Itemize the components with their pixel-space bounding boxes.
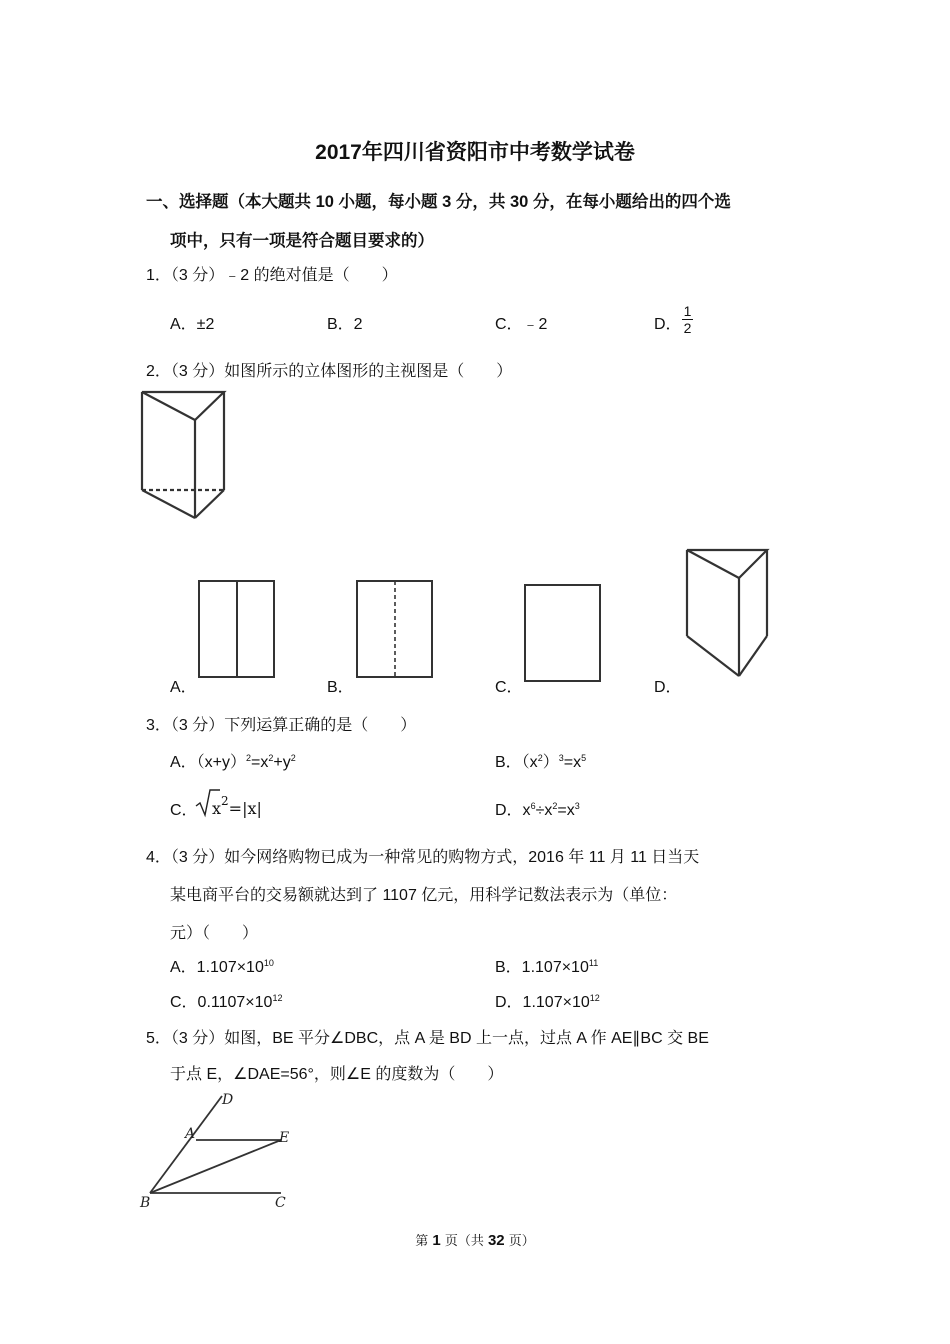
footer-text3: 页） bbox=[504, 1234, 535, 1249]
point-label-E: E bbox=[279, 1130, 290, 1146]
q3-c-rest: =|x| bbox=[228, 799, 262, 818]
fraction-numerator: 1 bbox=[683, 303, 692, 319]
q3-option-d bbox=[495, 797, 580, 820]
fraction bbox=[682, 303, 694, 336]
q4-stem-line3: 元）（ ） bbox=[170, 925, 259, 942]
q2-option-c: C． bbox=[495, 679, 523, 696]
q1-option-a: A．±2 bbox=[170, 316, 215, 333]
page-footer bbox=[0, 1230, 950, 1249]
q3-c-exp: 2 bbox=[221, 794, 229, 808]
q3-c-radicand bbox=[212, 794, 262, 818]
q1-option-c: C．﹣2 bbox=[495, 316, 548, 333]
q2-stem: 2．（3 分）如图所示的立体图形的主视图是（ ） bbox=[146, 363, 513, 380]
point-label-A: A bbox=[185, 1126, 196, 1142]
footer-text: 第 bbox=[415, 1234, 433, 1249]
q3-a-text: A．（x+y） bbox=[170, 754, 247, 771]
q4-c-text: C．0.1107×10 bbox=[170, 994, 273, 1011]
q3-a-exp: 2 bbox=[246, 753, 252, 763]
q4-option-d bbox=[495, 989, 600, 1012]
q4-option-a bbox=[170, 954, 274, 977]
q3-b-text3: =x bbox=[563, 754, 582, 771]
q3-a-exp3: 2 bbox=[290, 753, 296, 763]
q2-option-b-figure bbox=[356, 580, 434, 680]
q5-stem-line1: 5．（3 分）如图，BE 平分∠DBC，点 A 是 BD 上一点，过点 A 作 AE∥BC 交 BE bbox=[146, 1030, 709, 1047]
q3-option-b bbox=[495, 749, 586, 772]
q4-d-text: D．1.107×10 bbox=[495, 994, 590, 1011]
q3-c-base: x bbox=[212, 799, 222, 818]
q2-option-c-figure bbox=[524, 584, 602, 684]
point-label-D: D bbox=[222, 1092, 234, 1108]
angle-figure bbox=[138, 1090, 298, 1212]
q4-a-text: A．1.107×10 bbox=[170, 959, 264, 976]
footer-page-number: 1 bbox=[432, 1232, 441, 1249]
q3-c-label: C． bbox=[170, 802, 198, 819]
q1-option-b: B．2 bbox=[327, 316, 363, 333]
footer-text2: 页（共 bbox=[440, 1234, 488, 1249]
q2-option-a-figure bbox=[198, 580, 276, 680]
q4-b-exp: 11 bbox=[588, 958, 599, 968]
q3-b-exp2: 3 bbox=[558, 753, 564, 763]
page-title: 2017年四川省资阳市中考数学试卷 bbox=[315, 141, 635, 164]
q4-stem-line1: 4．（3 分）如今网络购物已成为一种常见的购物方式，2016 年 11 月 11 日当天 bbox=[146, 849, 700, 866]
q2-option-a: A． bbox=[170, 679, 197, 696]
q3-b-text2: ） bbox=[542, 754, 559, 771]
q4-d-exp: 12 bbox=[589, 993, 600, 1003]
q3-option-a bbox=[170, 749, 296, 772]
q4-stem-line2: 某电商平台的交易额就达到了 1107 亿元，用科学记数法表示为（单位： bbox=[170, 887, 678, 904]
q4-option-b bbox=[495, 954, 598, 977]
q3-d-exp: 6 bbox=[530, 801, 536, 811]
q4-c-exp: 12 bbox=[272, 993, 283, 1003]
q3-b-text: B．（x bbox=[495, 754, 538, 771]
prism-figure bbox=[140, 390, 230, 522]
section-heading-line1: 一、选择题（本大题共 10 小题，每小题 3 分，共 30 分，在每小题给出的四个选 bbox=[146, 193, 731, 211]
q4-a-exp: 10 bbox=[263, 958, 274, 968]
q4-option-c bbox=[170, 989, 282, 1012]
q3-d-text3: =x bbox=[557, 802, 575, 819]
q1-stem: 1．（3 分）﹣2 的绝对值是（ ） bbox=[146, 267, 398, 284]
point-label-C: C bbox=[275, 1195, 286, 1211]
q3-b-exp3: 5 bbox=[581, 753, 587, 763]
q3-a-text3: +y bbox=[273, 754, 291, 771]
q1-option-d bbox=[654, 303, 693, 336]
q2-option-d: D． bbox=[654, 679, 682, 696]
fraction-denominator: 2 bbox=[683, 320, 692, 336]
q2-option-b: B． bbox=[327, 679, 354, 696]
q4-b-text: B．1.107×10 bbox=[495, 959, 589, 976]
q3-a-text2: =x bbox=[251, 754, 269, 771]
q3-d-text2: ÷x bbox=[535, 802, 553, 819]
q3-d-text: D．x bbox=[495, 802, 531, 819]
q3-d-exp3: 3 bbox=[574, 801, 580, 811]
point-label-B: B bbox=[140, 1195, 151, 1211]
footer-total-pages: 32 bbox=[487, 1232, 505, 1249]
section-heading-line2: 项中，只有一项是符合题目要求的） bbox=[170, 232, 434, 250]
q1-option-d-label: D． bbox=[654, 316, 682, 333]
q5-stem-line2: 于点 E，∠DAE=56°，则∠E 的度数为（ ） bbox=[170, 1066, 504, 1083]
q2-option-d-figure bbox=[685, 548, 771, 680]
q3-option-c bbox=[170, 797, 198, 820]
q3-a-exp2: 2 bbox=[268, 753, 274, 763]
q3-d-exp2: 2 bbox=[552, 801, 558, 811]
q3-stem: 3．（3 分）下列运算正确的是（ ） bbox=[146, 717, 417, 734]
q3-b-exp: 2 bbox=[537, 753, 543, 763]
